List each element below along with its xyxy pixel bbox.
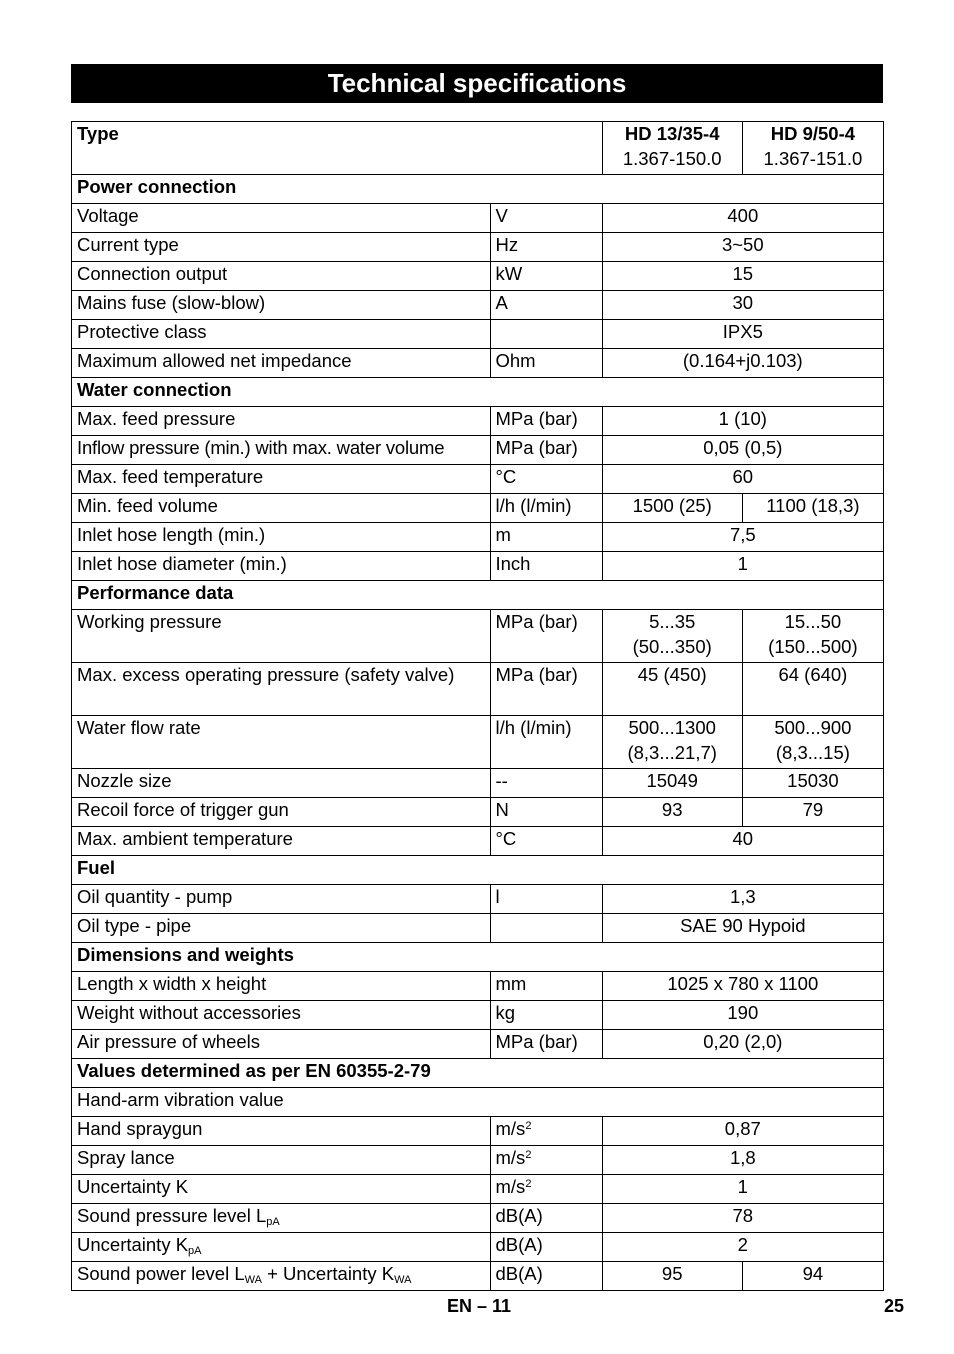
header-row xyxy=(72,122,884,175)
table-row xyxy=(72,320,884,349)
table-row xyxy=(72,465,884,494)
table-row xyxy=(72,1001,884,1030)
table-row xyxy=(72,663,884,716)
row-value: 1025 x 780 x 1100 xyxy=(602,972,883,1001)
table-row xyxy=(72,1117,884,1146)
table-row xyxy=(72,349,884,378)
model-2-name: HD 9/50-4 xyxy=(770,123,856,144)
row-unit: mm xyxy=(490,972,602,1001)
value-line: 5...35 xyxy=(649,611,696,632)
table-row xyxy=(72,1030,884,1059)
row-value: 0,05 (0,5) xyxy=(602,436,883,465)
value-line: (150...500) xyxy=(768,635,858,657)
section-row xyxy=(72,856,884,885)
row-label: Water flow rate xyxy=(72,716,491,769)
label-subscript: pA xyxy=(266,1216,280,1228)
row-unit: Inch xyxy=(490,552,602,581)
spec-table xyxy=(71,121,884,1291)
row-label: Inlet hose diameter (min.) xyxy=(72,552,491,581)
table-row xyxy=(72,769,884,798)
label-text: Sound power level L xyxy=(77,1263,245,1284)
row-value: SAE 90 Hypoid xyxy=(602,914,883,943)
row-label xyxy=(72,1233,491,1262)
section-row xyxy=(72,1059,884,1088)
row-unit: °C xyxy=(490,465,602,494)
table-row xyxy=(72,972,884,1001)
row-unit: kg xyxy=(490,1001,602,1030)
row-unit xyxy=(490,1146,602,1175)
label-text: Sound pressure level L xyxy=(77,1205,267,1226)
row-label: Min. feed volume xyxy=(72,494,491,523)
row-value: 0,20 (2,0) xyxy=(602,1030,883,1059)
row-label: Oil type - pipe xyxy=(72,914,491,943)
row-label: Max. excess operating pressure (safety valve) xyxy=(72,663,491,716)
row-label: Spray lance xyxy=(72,1146,491,1175)
subsection-heading: Hand-arm vibration value xyxy=(72,1088,884,1117)
row-label: Voltage xyxy=(72,204,491,233)
row-label: Mains fuse (slow-blow) xyxy=(72,291,491,320)
value-line: 500...1300 xyxy=(628,717,716,738)
row-value: 1 xyxy=(602,552,883,581)
row-value: 15 xyxy=(602,262,883,291)
type-label: Type xyxy=(72,122,603,175)
row-unit: dB(A) xyxy=(490,1204,602,1233)
value-line: (8,3...21,7) xyxy=(627,741,717,763)
row-label: Max. feed pressure xyxy=(72,407,491,436)
row-unit: Ohm xyxy=(490,349,602,378)
row-value: 7,5 xyxy=(602,523,883,552)
row-label: Working pressure xyxy=(72,610,491,663)
row-unit: dB(A) xyxy=(490,1262,602,1291)
row-unit: l/h (l/min) xyxy=(490,494,602,523)
row-label: Inflow pressure (min.) with max. water volume xyxy=(72,436,491,465)
table-row xyxy=(72,885,884,914)
page-number: 25 xyxy=(884,1296,905,1316)
row-label: Length x width x height xyxy=(72,972,491,1001)
row-label: Connection output xyxy=(72,262,491,291)
row-label: Current type xyxy=(72,233,491,262)
row-value: 1 (10) xyxy=(602,407,883,436)
table-row xyxy=(72,436,884,465)
row-unit: Hz xyxy=(490,233,602,262)
row-unit: m xyxy=(490,523,602,552)
row-unit: N xyxy=(490,798,602,827)
row-unit xyxy=(490,320,602,349)
model-1-header xyxy=(602,122,742,175)
section-heading: Power connection xyxy=(72,175,884,204)
unit-superscript: 2 xyxy=(525,1149,532,1161)
section-row xyxy=(72,378,884,407)
section-heading: Performance data xyxy=(72,581,884,610)
table-row xyxy=(72,523,884,552)
row-unit: V xyxy=(490,204,602,233)
row-label: Inlet hose length (min.) xyxy=(72,523,491,552)
row-value-model-2: 1100 (18,3) xyxy=(742,494,883,523)
unit-text: m/s xyxy=(495,1147,526,1168)
row-unit xyxy=(490,914,602,943)
row-value: IPX5 xyxy=(602,320,883,349)
row-label: Nozzle size xyxy=(72,769,491,798)
row-value: 2 xyxy=(602,1233,883,1262)
unit-text: m/s xyxy=(495,1118,526,1139)
row-value-model-2 xyxy=(742,716,883,769)
row-value: 1,3 xyxy=(602,885,883,914)
row-unit xyxy=(490,1117,602,1146)
table-row xyxy=(72,552,884,581)
row-value: 40 xyxy=(602,827,883,856)
unit-text: m/s xyxy=(495,1176,526,1197)
row-unit: A xyxy=(490,291,602,320)
row-label: Max. feed temperature xyxy=(72,465,491,494)
row-value-model-2: 79 xyxy=(742,798,883,827)
table-row xyxy=(72,798,884,827)
row-label: Recoil force of trigger gun xyxy=(72,798,491,827)
table-row xyxy=(72,407,884,436)
value-line: (50...350) xyxy=(632,635,712,657)
model-1-name: HD 13/35-4 xyxy=(624,123,720,144)
row-value-model-2 xyxy=(742,610,883,663)
row-label: Hand spraygun xyxy=(72,1117,491,1146)
row-value-model-1 xyxy=(602,716,742,769)
row-unit: kW xyxy=(490,262,602,291)
row-unit xyxy=(490,1175,602,1204)
label-subscript: WA xyxy=(394,1274,412,1286)
row-value: 0,87 xyxy=(602,1117,883,1146)
row-value: 1 xyxy=(602,1175,883,1204)
table-row xyxy=(72,1146,884,1175)
section-row xyxy=(72,581,884,610)
label-subscript: WA xyxy=(244,1274,262,1286)
footer-lang-page: EN – 11 xyxy=(447,1296,512,1316)
section-heading: Dimensions and weights xyxy=(72,943,884,972)
table-row xyxy=(72,233,884,262)
page-title: Technical specifications xyxy=(71,64,883,103)
row-unit: dB(A) xyxy=(490,1233,602,1262)
row-value-model-2: 15030 xyxy=(742,769,883,798)
label-subscript: pA xyxy=(188,1245,202,1257)
table-row xyxy=(72,1204,884,1233)
row-value: (0.164+j0.103) xyxy=(602,349,883,378)
section-row xyxy=(72,943,884,972)
value-line: 500...900 xyxy=(774,717,852,738)
row-unit: MPa (bar) xyxy=(490,1030,602,1059)
row-label xyxy=(72,1262,491,1291)
table-row xyxy=(72,1175,884,1204)
row-unit: °C xyxy=(490,827,602,856)
table-row xyxy=(72,494,884,523)
section-row xyxy=(72,175,884,204)
section-heading: Water connection xyxy=(72,378,884,407)
row-value: 400 xyxy=(602,204,883,233)
unit-superscript: 2 xyxy=(525,1178,532,1190)
unit-superscript: 2 xyxy=(525,1120,532,1132)
table-row xyxy=(72,291,884,320)
row-value: 78 xyxy=(602,1204,883,1233)
label-text: Uncertainty K xyxy=(77,1234,189,1255)
row-value: 3~50 xyxy=(602,233,883,262)
table-row xyxy=(72,610,884,663)
row-value-model-1: 93 xyxy=(602,798,742,827)
row-label: Protective class xyxy=(72,320,491,349)
row-value: 30 xyxy=(602,291,883,320)
table-row xyxy=(72,716,884,769)
row-value: 1,8 xyxy=(602,1146,883,1175)
table-row xyxy=(72,914,884,943)
row-value-model-1: 95 xyxy=(602,1262,742,1291)
section-heading: Values determined as per EN 60355-2-79 xyxy=(72,1059,884,1088)
row-unit: MPa (bar) xyxy=(490,610,602,663)
row-value: 190 xyxy=(602,1001,883,1030)
row-label: Oil quantity - pump xyxy=(72,885,491,914)
value-line: (8,3...15) xyxy=(775,741,850,763)
row-label: Weight without accessories xyxy=(72,1001,491,1030)
row-label xyxy=(72,1204,491,1233)
row-value: 60 xyxy=(602,465,883,494)
table-row xyxy=(72,1262,884,1291)
value-line: 15...50 xyxy=(784,611,842,632)
row-unit: l/h (l/min) xyxy=(490,716,602,769)
row-label: Max. ambient temperature xyxy=(72,827,491,856)
table-row xyxy=(72,827,884,856)
row-unit: MPa (bar) xyxy=(490,436,602,465)
row-label: Air pressure of wheels xyxy=(72,1030,491,1059)
row-label: Uncertainty K xyxy=(72,1175,491,1204)
model-1-number: 1.367-150.0 xyxy=(622,147,722,169)
model-2-number: 1.367-151.0 xyxy=(763,147,863,169)
table-row xyxy=(72,262,884,291)
row-value-model-2: 94 xyxy=(742,1262,883,1291)
row-unit: MPa (bar) xyxy=(490,407,602,436)
row-unit: -- xyxy=(490,769,602,798)
row-unit: MPa (bar) xyxy=(490,663,602,716)
row-value-model-1: 15049 xyxy=(602,769,742,798)
table-row xyxy=(72,1233,884,1262)
row-value-model-2: 64 (640) xyxy=(742,663,883,716)
row-value-model-1: 45 (450) xyxy=(602,663,742,716)
section-heading: Fuel xyxy=(72,856,884,885)
model-2-header xyxy=(742,122,883,175)
table-row xyxy=(72,204,884,233)
row-unit: l xyxy=(490,885,602,914)
row-label: Maximum allowed net impedance xyxy=(72,349,491,378)
subsection-row xyxy=(72,1088,884,1117)
label-text: + Uncertainty K xyxy=(261,1263,395,1284)
row-value-model-1: 1500 (25) xyxy=(602,494,742,523)
row-value-model-1 xyxy=(602,610,742,663)
